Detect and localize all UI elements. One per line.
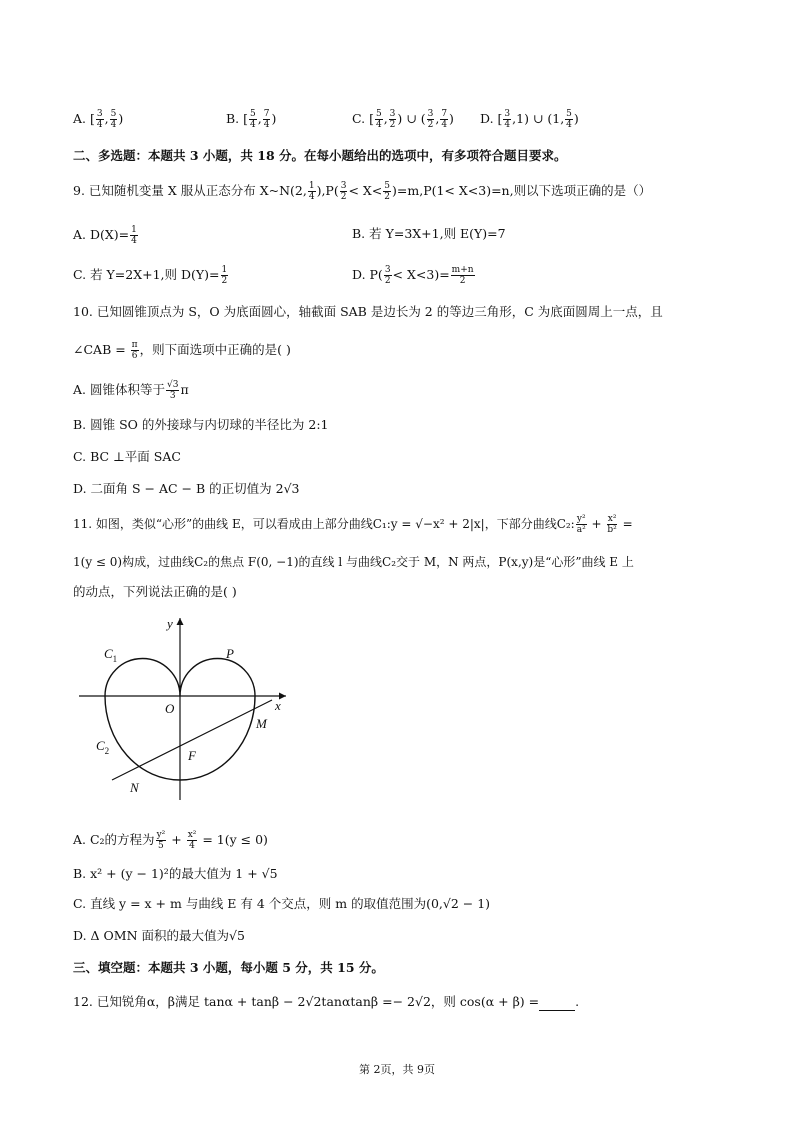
q10-stem-line-1: 10. 已知圆锥顶点为 S，O 为底面圆心，轴截面 SAB 是边长为 2 的等边三角形，C 为底面圆周上一点，且 (73, 304, 663, 319)
q9-option-a: A. D(X)= $\frac{1}{4}$ (73, 225, 137, 246)
point-n-label: N (130, 780, 139, 795)
q9-option-c: C. 若 Y=2X+1,则 D(Y)= $\frac{1}{2}$ (73, 265, 228, 286)
q8-option-a: A. [ $\frac{3}{4}$ , $\frac{5}{4}$ ) (73, 109, 124, 130)
page-footer: 第 2页，共 9页 (359, 1063, 435, 1076)
q11-stem-line-1: 11. 如图，类似“心形”的曲线 E，可以看成由上部分曲线C₁:y = √−x² + 2|x|，下部分曲线C₂: $\frac{\text{y²}}{\text{a²}}$ + $\frac{\text{x²}}{\text{b²}}$ = (73, 514, 633, 535)
q10-option-a: A. 圆锥体积等于 $\frac{√3}{3}$ π (73, 380, 189, 401)
q11-option-a: A. C₂的方程为 $\frac{\text{y²}}{5}$ + $\frac{\text{x²}}{4}$ = 1(y ≤ 0) (73, 830, 268, 851)
line-l (112, 700, 272, 780)
q11-stem-line-2: 1(y ≤ 0)构成，过曲线C₂的焦点 F(0, −1)的直线 l 与曲线C₂交于 M，N 两点，P(x,y)是“心形”曲线 E 上 (73, 555, 634, 569)
q10-option-b: B. 圆锥 SO 的外接球与内切球的半径比为 2:1 (73, 417, 329, 432)
c1-label: $C_1$ (104, 646, 118, 664)
q9-stem: 9. 已知随机变量 X 服从正态分布 X~N(2, $\frac{1}{4}$ ),P( $\frac{3}{2}$ < X< $\frac{5}{2}$ )=m,P(1< X<3)=n,则以下选项正确的是（） (73, 181, 652, 202)
q8-option-c: C. [ $\frac{5}{4}$ , $\frac{3}{2}$ ) ∪ ( $\frac{3}{2}$ , $\frac{7}{4}$ ) (352, 109, 454, 130)
q9-option-d: D. P( $\frac{3}{2}$ < X<3)= $\frac{m+n}{2}$ (352, 265, 474, 286)
x-axis-label: x (275, 698, 281, 713)
c2-label: $C_2$ (96, 738, 110, 756)
q10-option-c: C. BC ⊥平面 SAC (73, 449, 181, 464)
q11-option-b: B. x² + (y − 1)²的最大值为 1 + √5 (73, 866, 278, 881)
focus-f-label: F (188, 748, 196, 763)
section-3-title: 三、填空题：本题共 3 小题，每小题 5 分，共 15 分。 (73, 960, 384, 975)
q10-option-d: D. 二面角 S − AC − B 的正切值为 2√3 (73, 481, 300, 496)
q10-stem-line-2: ∠CAB = $\frac{\pi}{6}$ ，则下面选项中正确的是( ) (73, 340, 291, 361)
q8-option-d: D. [ $\frac{3}{4}$ ,1) ∪ (1, $\frac{5}{4}$ ) (480, 109, 579, 130)
origin-label: O (165, 701, 175, 716)
q11-option-c: C. 直线 y = x + m 与曲线 E 有 4 个交点，则 m 的取值范围为(0,√2 − 1) (73, 896, 491, 911)
q11-option-d: D. Δ OMN 面积的最大值为√5 (73, 928, 245, 943)
section-2-title: 二、多选题：本题共 3 小题，共 18 分。在每小题给出的选项中，有多项符合题目要求。 (73, 148, 567, 163)
point-m-label: M (256, 716, 267, 731)
q8-option-b: B. [ $\frac{5}{4}$ , $\frac{7}{4}$ ) (226, 109, 277, 130)
heart-curve-figure (76, 612, 291, 802)
q11-stem-line-3: 的动点，下列说法正确的是( ) (73, 584, 237, 599)
point-p-label: P (226, 646, 234, 661)
q12-stem: 12. 已知锐角α，β满足 tanα + tanβ − 2√2tanαtanβ =− 2√2，则 cos(α + β) = . (73, 994, 580, 1009)
answer-blank[interactable] (539, 998, 575, 1011)
y-axis-label: y (167, 616, 173, 631)
q9-option-b: B. 若 Y=3X+1,则 E(Y)=7 (352, 226, 506, 241)
